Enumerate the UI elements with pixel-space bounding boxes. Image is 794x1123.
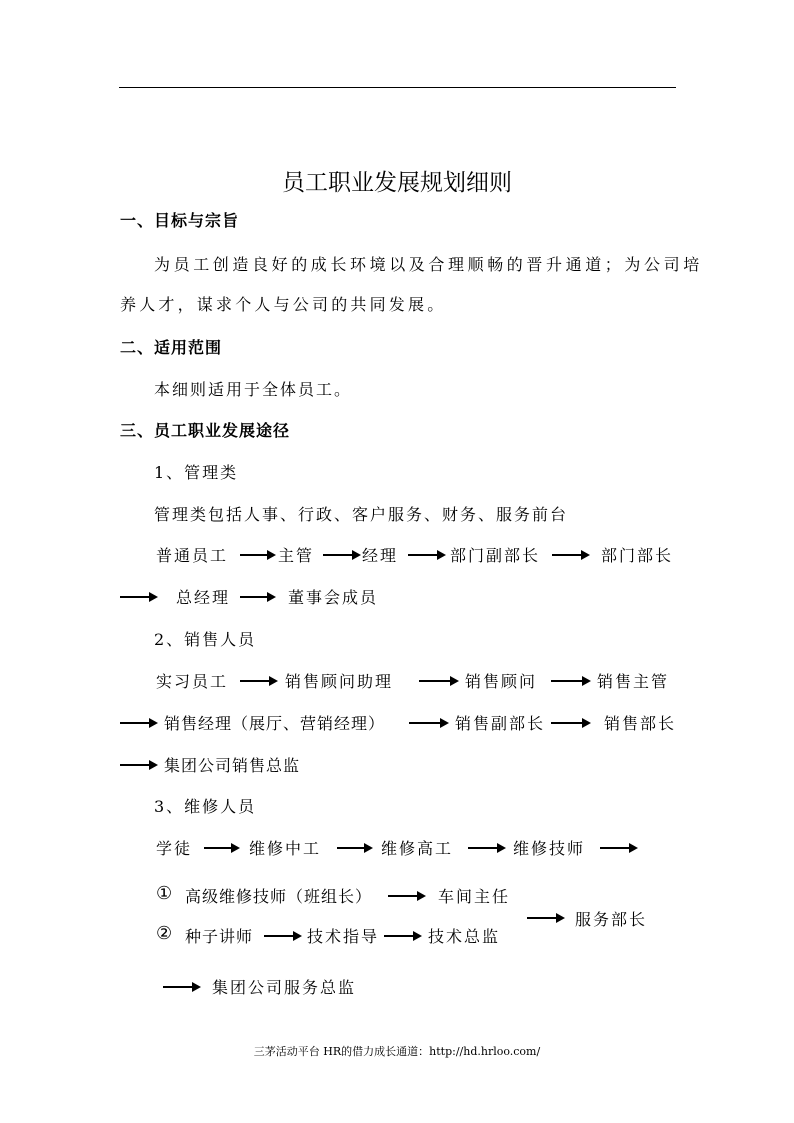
mgmt-step: 总经理 (176, 588, 231, 607)
sales-step: 实习员工 (156, 672, 229, 691)
repair-branch1-step: 高级维修技师（班组长） (185, 887, 373, 906)
arrow-right-icon (120, 759, 158, 771)
sales-step: 销售副部长 (455, 714, 546, 733)
header-rule (119, 87, 676, 88)
management-description: 管理类包括人事、行政、客户服务、财务、服务前台 (154, 505, 569, 524)
repair-branch2-step: 技术指导 (307, 927, 380, 946)
mgmt-step: 普通员工 (156, 546, 229, 565)
arrow-right-icon (409, 717, 449, 729)
sales-step: 销售主管 (597, 672, 670, 691)
branch-number-2: ② (156, 923, 175, 944)
arrow-right-icon (240, 675, 278, 687)
repair-branch2-step: 技术总监 (428, 927, 501, 946)
arrow-right-icon (120, 717, 158, 729)
subsection-management: 1、管理类 (154, 463, 239, 482)
repair-step: 维修高工 (381, 839, 454, 858)
arrow-right-icon (551, 717, 591, 729)
sales-step: 销售经理（展厅、营销经理） (164, 714, 386, 733)
arrow-right-icon (204, 842, 240, 854)
sales-step: 销售部长 (604, 714, 677, 733)
subsection-repair: 3、维修人员 (154, 797, 257, 816)
repair-branch2-step: 种子讲师 (185, 927, 254, 946)
arrow-right-icon (551, 675, 591, 687)
mgmt-step: 主管 (278, 546, 315, 565)
arrow-right-icon (163, 981, 201, 993)
arrow-right-icon (552, 549, 590, 561)
footer-text: 三茅活动平台 HR的借力成长通道：http://hd.hrloo.com/ (253, 1045, 541, 1058)
arrow-right-icon (240, 549, 276, 561)
arrow-right-icon (323, 549, 361, 561)
arrow-right-icon (419, 675, 459, 687)
arrow-right-icon (388, 890, 426, 902)
mgmt-step: 部门部长 (601, 546, 674, 565)
arrow-right-icon (120, 591, 158, 603)
repair-step: 学徒 (156, 839, 193, 858)
arrow-right-icon (600, 842, 638, 854)
document-title: 员工职业发展规划细则 (282, 170, 512, 196)
sales-step: 销售顾问助理 (285, 672, 394, 691)
mgmt-step: 董事会成员 (288, 588, 379, 607)
branch-number-1: ① (156, 883, 175, 904)
repair-branch1-step: 车间主任 (438, 887, 511, 906)
goals-paragraph-line2: 养人才，谋求个人与公司的共同发展。 (120, 295, 447, 314)
scope-paragraph: 本细则适用于全体员工。 (154, 380, 353, 399)
sales-step: 集团公司销售总监 (164, 756, 301, 775)
repair-step: 维修技师 (513, 839, 586, 858)
sales-step: 销售顾问 (465, 672, 538, 691)
subsection-sales: 2、销售人员 (154, 630, 257, 649)
arrow-right-icon (264, 930, 302, 942)
repair-step: 维修中工 (249, 839, 322, 858)
arrow-right-icon (337, 842, 373, 854)
mgmt-step: 经理 (362, 546, 399, 565)
section-heading-goals: 一、目标与宗旨 (120, 211, 240, 230)
section-heading-scope: 二、适用范围 (120, 338, 223, 357)
arrow-right-icon (384, 930, 422, 942)
goals-paragraph-line1: 为员工创造良好的成长环境以及合理顺畅的晋升通道；为公司培 (154, 255, 703, 274)
arrow-right-icon (527, 912, 565, 924)
arrow-right-icon (240, 591, 276, 603)
section-heading-paths: 三、员工职业发展途径 (120, 421, 291, 440)
arrow-right-icon (468, 842, 506, 854)
repair-merge-step: 服务部长 (575, 910, 648, 929)
arrow-right-icon (408, 549, 446, 561)
repair-final-step: 集团公司服务总监 (212, 978, 357, 997)
mgmt-step: 部门副部长 (450, 546, 541, 565)
